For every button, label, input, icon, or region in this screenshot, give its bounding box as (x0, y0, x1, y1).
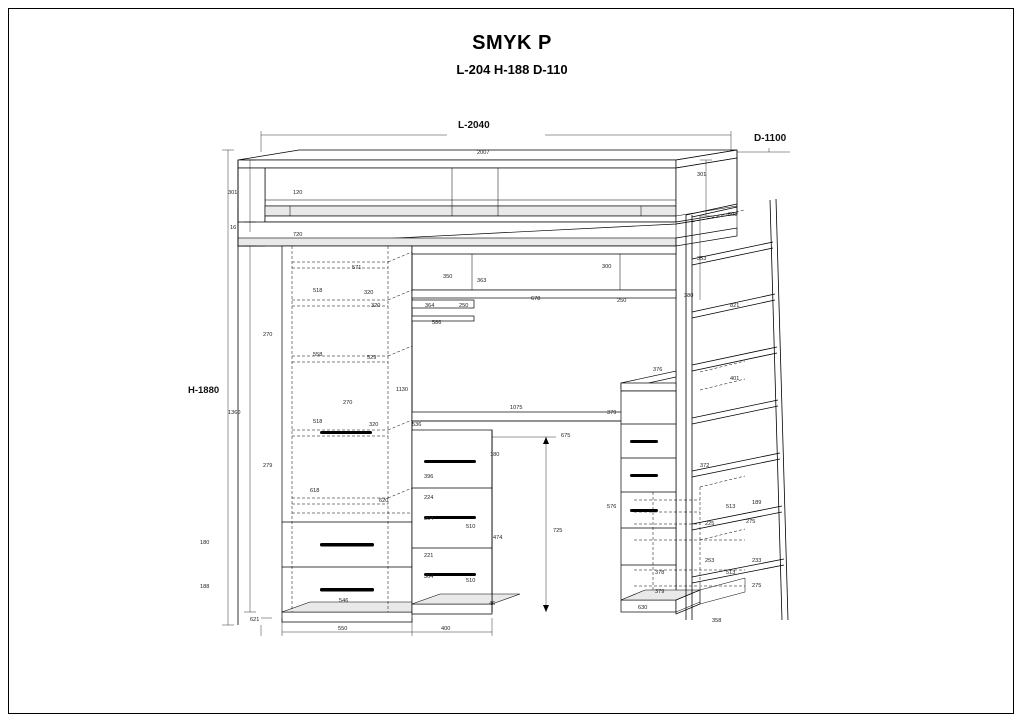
dim-wardrobe-550: 550 (338, 626, 348, 632)
dim-right-side-379b: 379 (655, 589, 665, 595)
dim-drawer-180: 180 (490, 452, 500, 458)
ladder (686, 199, 788, 620)
dimension-depth (731, 148, 790, 152)
dim-center-300: 300 (602, 264, 612, 270)
dim-right-side-379: 379 (607, 410, 617, 416)
dim-drawer-224: 224 (424, 495, 434, 501)
dim-drawer-474: 474 (493, 535, 503, 541)
dim-wardrobe-279: 279 (263, 463, 273, 469)
dim-center-536: 536 (412, 422, 422, 428)
drawer-column (412, 430, 520, 614)
dim-wardrobe-618: 618 (310, 488, 320, 494)
dim-right-side-378: 378 (655, 570, 665, 576)
dim-wardrobe-518b: 518 (313, 419, 323, 425)
dim-left-upper-height: 301 (228, 190, 238, 196)
dim-right-side-275: 275 (746, 519, 756, 525)
dim-drawer-400: 400 (441, 626, 451, 632)
dim-wardrobe-320: 320 (364, 290, 374, 296)
dim-right-ladder-3: 821 (730, 303, 740, 309)
dim-wardrobe-546: 546 (339, 598, 349, 604)
dim-drawer-221: 221 (424, 553, 434, 559)
dim-center-250b: 250 (617, 298, 627, 304)
dim-left-panel-thickness: 16 (230, 225, 237, 231)
label-length: L-2040 (458, 120, 490, 131)
dimension-center-vertical (492, 437, 556, 612)
dim-right-upper-height: 301 (697, 172, 707, 178)
dim-right-side-372: 372 (700, 463, 710, 469)
dim-center-675: 675 (561, 433, 571, 439)
dimension-top (261, 131, 731, 152)
label-depth: D-1100 (754, 133, 787, 144)
dim-right-side-225: 225 (705, 521, 715, 527)
dim-wardrobe-529: 529 (367, 355, 377, 361)
dim-drawer-396: 396 (424, 474, 434, 480)
dim-top-width-inner: 2007 (477, 150, 490, 156)
label-height: H-1880 (188, 385, 220, 396)
dim-right-base-630: 630 (638, 605, 648, 611)
dim-left-h-1360: 1360 (228, 410, 241, 416)
dim-wardrobe-320c: 320 (369, 422, 379, 428)
dim-center-586: 586 (432, 320, 442, 326)
dim-right-side-275b: 275 (752, 583, 762, 589)
dim-wardrobe-558: 558 (313, 352, 323, 358)
dim-right-side-233: 233 (752, 558, 762, 564)
dim-right-side-513: 513 (726, 504, 736, 510)
dim-right-side-576: 576 (607, 504, 617, 510)
dim-right-side-513b: 513 (726, 570, 736, 576)
dim-wardrobe-188: 188 (200, 584, 210, 590)
dim-wardrobe-518: 518 (313, 288, 323, 294)
dim-right-ladder-2: 353 (697, 256, 707, 262)
desk-and-pedestal (621, 371, 745, 614)
dim-wardrobe-270: 270 (263, 332, 273, 338)
dim-headboard-inner-2: 720 (293, 232, 303, 238)
top-bunk (238, 150, 737, 246)
page-title: SMYK P (472, 32, 552, 54)
dim-right-side-376: 376 (653, 367, 663, 373)
dim-wardrobe-180: 180 (200, 540, 210, 546)
dim-drawer-364: 364 (424, 516, 434, 522)
dim-center-250: 250 (459, 303, 469, 309)
dim-center-725: 725 (553, 528, 563, 534)
dim-wardrobe-621: 621 (250, 617, 260, 623)
dim-wardrobe-270b: 270 (343, 400, 353, 406)
dim-center-364: 364 (425, 303, 435, 309)
dim-drawer-364b: 364 (424, 574, 434, 580)
dim-right-ladder-4: 380 (684, 293, 694, 299)
dim-wardrobe-571: 571 (352, 265, 362, 271)
dim-headboard-inner-1: 120 (293, 190, 303, 196)
dim-right-side-189: 189 (752, 500, 762, 506)
page-subtitle: L-204 H-188 D-110 (456, 62, 568, 77)
dim-drawer-510: 510 (466, 524, 476, 530)
dim-center-1075: 1075 (510, 405, 523, 411)
dim-drawer-510b: 510 (466, 578, 476, 584)
dim-center-363: 363 (477, 278, 487, 284)
dim-center-678: 678 (531, 296, 541, 302)
dim-right-base-358: 358 (712, 618, 722, 624)
dim-drawer-46: 46 (489, 601, 496, 607)
dim-right-side-253: 253 (705, 558, 715, 564)
dim-center-1130: 1130 (396, 387, 409, 393)
dim-right-ladder-top: 808 (728, 212, 738, 218)
dim-right-side-401: 401 (730, 376, 740, 382)
dim-center-350: 350 (443, 274, 453, 280)
dim-wardrobe-620: 620 (379, 498, 389, 504)
dim-wardrobe-320b: 320 (371, 303, 381, 309)
